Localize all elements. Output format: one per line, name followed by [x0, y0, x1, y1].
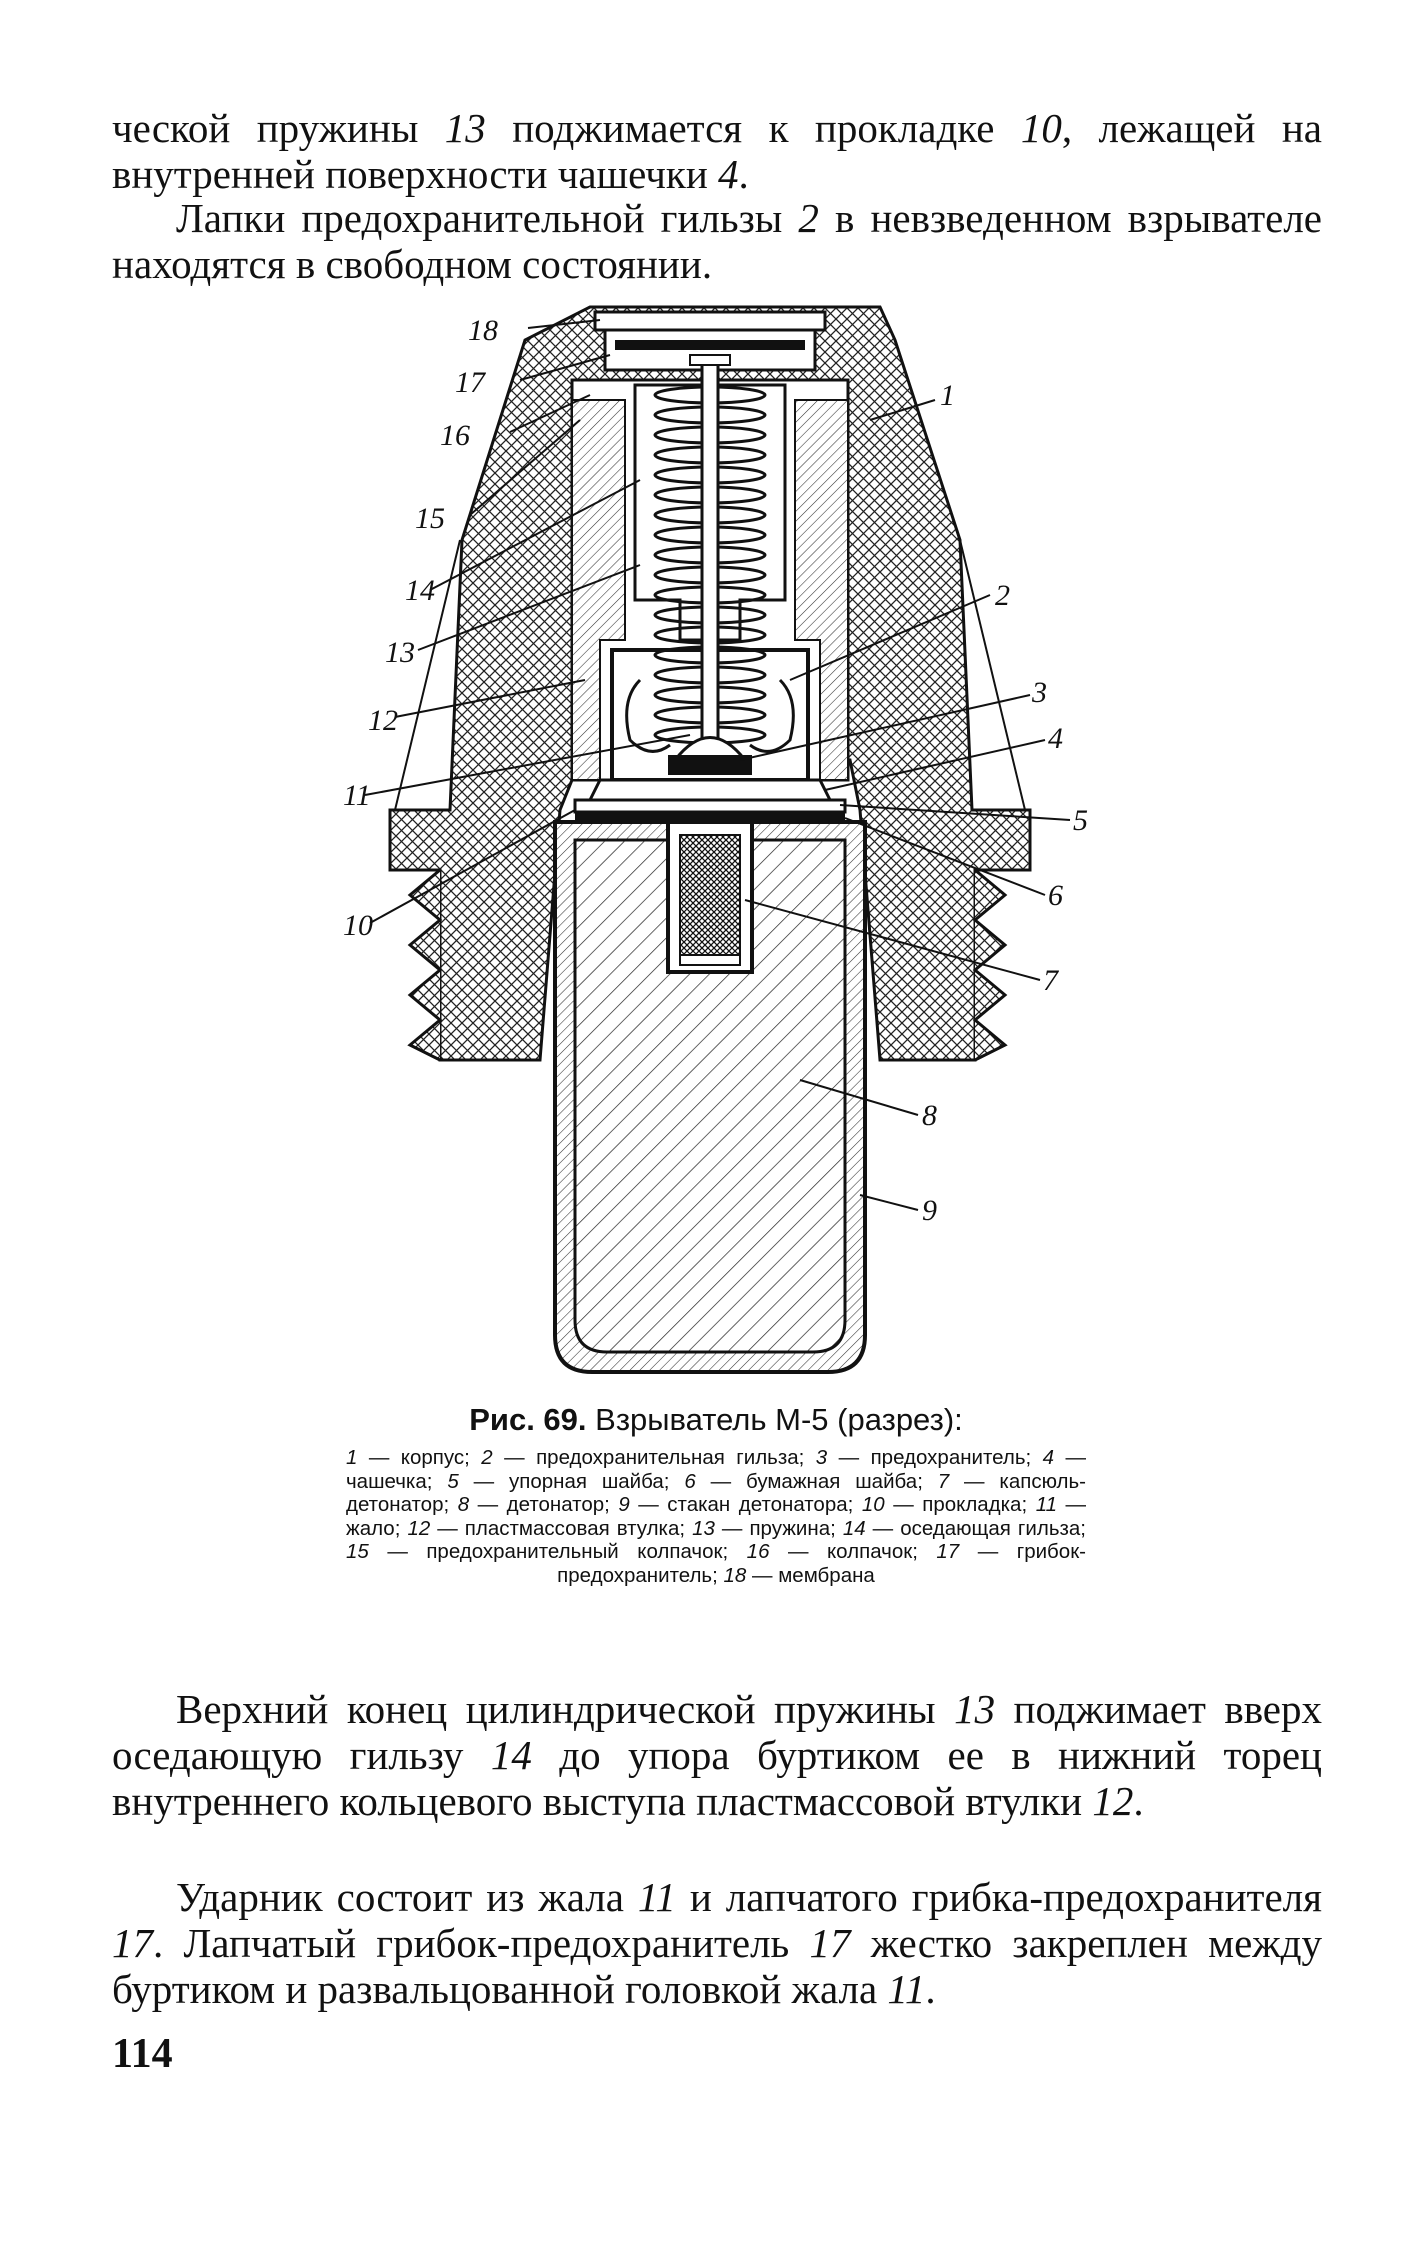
legend-text: — предохранительная гильза; [492, 1446, 816, 1469]
legend-number: 13 [692, 1516, 715, 1540]
legend-text: — стакан детонатора; [629, 1493, 862, 1516]
primer-detonator [668, 822, 752, 972]
legend-text: — колпачок; [769, 1540, 937, 1563]
reference-number: 2 [798, 195, 819, 241]
reference-number: 4 [718, 151, 739, 197]
reference-number: 10 [1020, 105, 1062, 151]
legend-text: — предохранитель; [827, 1446, 1043, 1469]
reference-number: 17 [809, 1920, 851, 1966]
reference-number: 13 [954, 1686, 996, 1732]
paragraph-continued [112, 105, 1322, 197]
text-run: , лежащей на внутренней поверхности чашечки [112, 105, 1322, 197]
caption-title-text: Взрыватель М-5 (разрез): [595, 1402, 963, 1437]
text-run: в невзведенном взрывателе находятся в свободном состоянии. [112, 195, 1322, 287]
legend-text: — упорная шайба; [458, 1469, 685, 1493]
legend-text: — прокладка; [884, 1493, 1036, 1516]
callout-10: 10 [343, 909, 373, 942]
legend-number: 7 [937, 1469, 950, 1493]
legend-number: 18 [723, 1563, 747, 1587]
legend-text: — пружина; [714, 1516, 843, 1540]
reference-number: 13 [444, 105, 486, 151]
callout-17: 17 [455, 366, 485, 399]
text-run: и лапчатого грибка-предохранителя [675, 1874, 1322, 1920]
legend-number: 11 [1035, 1493, 1057, 1516]
legend-number: 6 [684, 1469, 696, 1493]
callout-6: 6 [1048, 879, 1063, 912]
text-run: поджимает вверх оседающую гильзу [112, 1686, 1323, 1778]
callout-15: 15 [415, 502, 445, 535]
legend-text: — оседающая гильза; [865, 1516, 1086, 1540]
legend-text: — предохранительный колпачок; [368, 1540, 747, 1563]
callout-18: 18 [468, 314, 498, 347]
legend-number: 3 [815, 1446, 828, 1469]
paragraph-safety-sleeve [112, 195, 1322, 287]
legend-number: 15 [346, 1540, 369, 1563]
text-run: жестко закреплен между буртиком и развальцованной головкой жала [112, 1920, 1322, 2012]
text-run: поджимается к прокладке [485, 105, 1021, 151]
callout-11: 11 [343, 779, 371, 812]
legend-text: — корпус; [357, 1446, 482, 1469]
callout-4: 4 [1048, 722, 1063, 755]
text-run: Ударник состоит из жала [176, 1874, 638, 1920]
callout-16: 16 [440, 419, 470, 452]
callout-8: 8 [922, 1099, 937, 1132]
washers [575, 800, 845, 822]
caption-label: Рис. 69. [469, 1402, 587, 1437]
callout-13: 13 [385, 636, 415, 669]
fuze-cross-section-figure [0, 285, 1418, 1415]
text-run: . Лапчатый грибок-предохранитель [153, 1920, 810, 1966]
page-number: 114 [112, 2031, 173, 2077]
text-run: Лапки предохранительной гильзы [176, 195, 799, 241]
legend-number: 8 [457, 1493, 470, 1516]
legend-text: — капсюль-детонатор; [346, 1469, 1086, 1516]
legend-number: 17 [936, 1540, 960, 1563]
reference-number: 17 [112, 1920, 153, 1966]
text-run: . [925, 1966, 936, 2012]
legend-number: 5 [447, 1469, 459, 1493]
text-run: . [738, 151, 749, 197]
caption-legend [346, 1446, 1086, 1587]
paragraph-striker [112, 1874, 1322, 2012]
callout-9: 9 [922, 1194, 937, 1227]
text-run: ческой пружины [112, 105, 445, 151]
legend-number: 9 [618, 1493, 630, 1516]
paragraph-spring [112, 1686, 1322, 1824]
legend-text: — пластмассовая втулка; [430, 1516, 693, 1540]
callout-1: 1 [940, 379, 955, 412]
legend-number: 4 [1042, 1446, 1055, 1469]
callout-12: 12 [368, 704, 398, 737]
caption-title [346, 1400, 1086, 1440]
legend-text: — жало; [346, 1493, 1086, 1540]
text-run: . [1133, 1778, 1144, 1824]
legend-text: — грибок-предохранитель; [557, 1540, 1086, 1587]
legend-text: — бумажная шайба; [695, 1469, 938, 1493]
reference-number: 14 [490, 1732, 532, 1778]
legend-text: — чашечка; [346, 1446, 1087, 1493]
callout-7: 7 [1043, 964, 1058, 997]
legend-number: 14 [842, 1516, 866, 1540]
reference-number: 11 [637, 1874, 676, 1920]
legend-number: 12 [407, 1516, 431, 1540]
callout-14: 14 [405, 574, 435, 607]
legend-text: — детонатор; [469, 1493, 619, 1516]
text-run: до упора буртиком ее в нижний торец внутреннего кольцевого выступа пластмассовой втулки [112, 1732, 1322, 1824]
figure-caption [346, 1400, 1086, 1587]
text-run: Верхний конец цилиндрической пружины [176, 1686, 955, 1732]
callout-3: 3 [1032, 676, 1047, 709]
legend-text: — мембрана [746, 1563, 875, 1587]
callout-5: 5 [1073, 804, 1088, 837]
legend-number: 10 [861, 1493, 885, 1516]
reference-number: 11 [887, 1966, 926, 2012]
reference-number: 12 [1092, 1778, 1134, 1824]
legend-number: 1 [346, 1446, 358, 1469]
legend-number: 2 [481, 1446, 493, 1469]
callout-2: 2 [995, 579, 1010, 612]
legend-number: 16 [746, 1540, 770, 1563]
